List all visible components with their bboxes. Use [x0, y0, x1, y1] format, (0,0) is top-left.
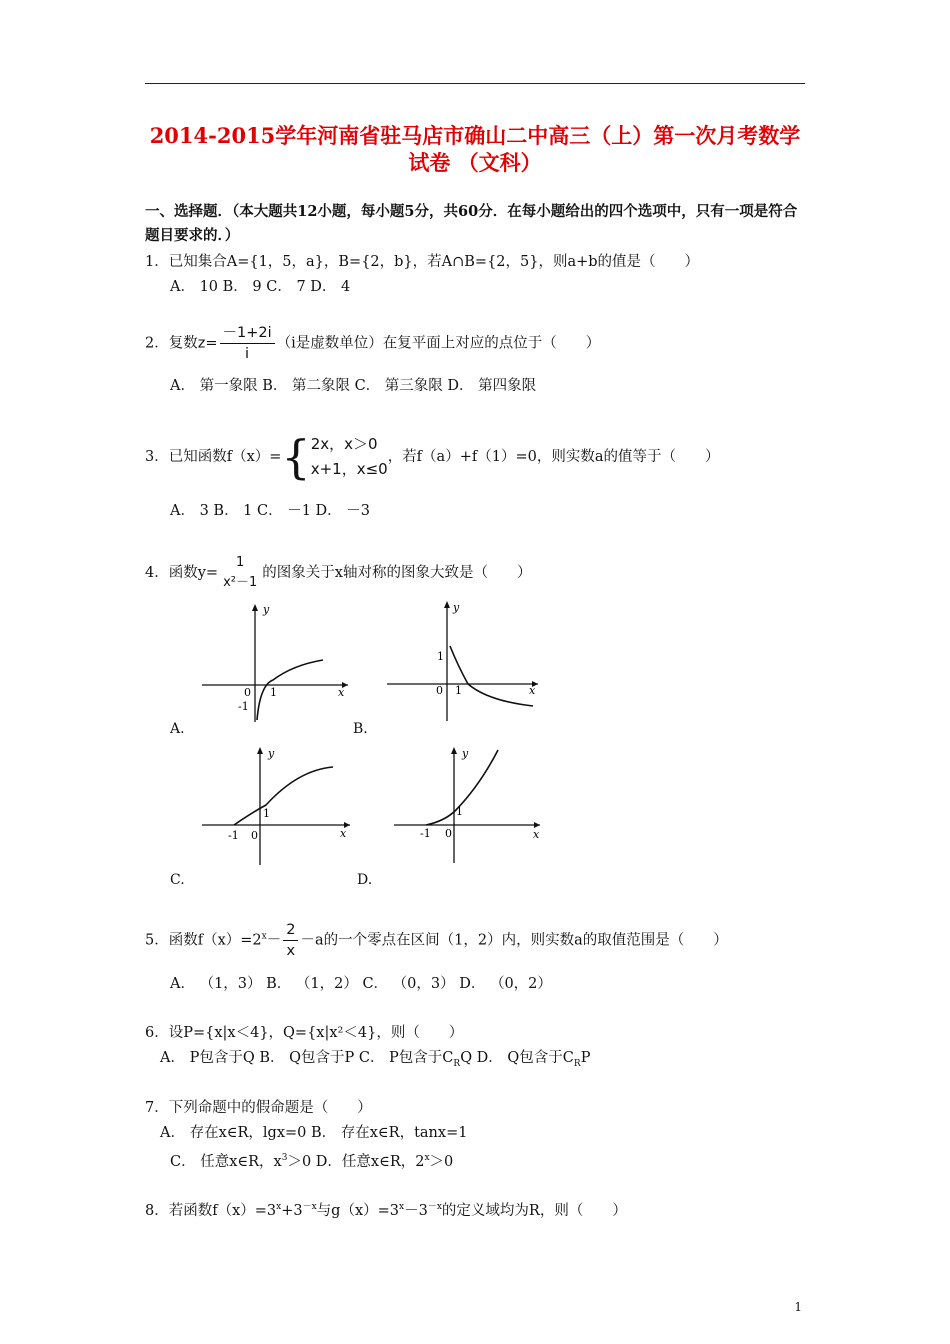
- graph-b: [383, 596, 543, 726]
- graph-b-curve: [450, 646, 533, 706]
- section-heading: 一、选择题．（本大题共12小题，每小题5分，共60分．在每小题给出的四个选项中，只有一项是符合题目要求的．）: [145, 203, 798, 244]
- graph-a-y-arrow: [252, 604, 258, 611]
- graph-d-y-label: y: [462, 747, 469, 760]
- q3-stem: [145, 432, 719, 482]
- q6-options-a: A． P包含于Q B． Q包含于P C． P包含于C: [160, 1050, 454, 1066]
- q4-suffix: 的图象关于x轴对称的图象大致是（ ）: [262, 565, 532, 581]
- q8-s1: x: [276, 1202, 282, 1212]
- q5-suffix: －a的一个零点在区间（1，2）内，则实数a的取值范围是（ ）: [300, 932, 728, 949]
- q8-b: +3: [281, 1202, 303, 1219]
- graph-b-label: B.: [353, 721, 368, 737]
- q8-a: 8．若函数f（x）=3: [145, 1202, 277, 1219]
- graph-c-x-label: x: [340, 827, 347, 840]
- graph-c-label: C.: [170, 872, 185, 888]
- q4-stem: [145, 553, 531, 593]
- q2-denominator: i: [245, 346, 250, 362]
- q3-options: A． 3 B． 1 C． －1 D． －3: [170, 503, 371, 519]
- q3-case-2: x+1，x≤0: [310, 460, 388, 478]
- graph-b-origin: 0: [436, 684, 443, 697]
- q8-e: 的定义域均为R，则（ ）: [441, 1202, 627, 1219]
- graph-d: [390, 745, 550, 870]
- q3-suffix: ，若f（a）+f（1）=0，则实数a的值等于（ ）: [387, 449, 720, 465]
- title-line-2: 试卷 （文科）: [408, 150, 542, 175]
- q7-options-1: A． 存在x∈R，lgx=0 B． 存在x∈R，tanx=1: [160, 1125, 468, 1141]
- q3-brace: {: [281, 430, 311, 484]
- q6-sub-1: R: [453, 1058, 461, 1069]
- graph-b-tick-1: 1: [455, 684, 462, 697]
- q8-s4: －x: [427, 1202, 442, 1212]
- q1-options: A． 10 B． 9 C． 7 D． 4: [170, 279, 351, 295]
- graph-d-origin: 0: [445, 827, 452, 840]
- q4-exp-num: 1: [236, 555, 245, 570]
- q2-prefix: 2．复数: [145, 335, 198, 352]
- q5-prefix: 5．函数f（x）=2: [145, 932, 262, 949]
- q8-stem: [145, 1197, 627, 1221]
- q5-fraction: [283, 920, 298, 961]
- q2-fraction: [220, 323, 275, 364]
- q2-suffix: （i是虚数单位）在复平面上对应的点位于（ ）: [276, 335, 601, 352]
- q8-s3: x: [399, 1202, 405, 1212]
- graph-a-curve: [257, 660, 323, 720]
- q5-stem: [145, 920, 728, 961]
- graph-b-y-label: y: [453, 601, 460, 614]
- graph-b-y-tick-1: 1: [437, 650, 444, 663]
- q1-stem: 1．已知集合A={1，5，a}，B={2，b}，若A∩B={2，5}，则a+b的值是（ ）: [145, 254, 700, 270]
- q6-options-b: Q D． Q包含于C: [460, 1050, 574, 1066]
- q5-sup: x: [261, 931, 267, 942]
- graph-c-origin: 0: [251, 829, 258, 842]
- q5-denominator: x: [286, 943, 296, 959]
- graph-d-y-arrow: [451, 747, 457, 754]
- q7-opt-end: ＞0: [429, 1153, 454, 1170]
- graph-a-tick-1: 1: [270, 686, 277, 699]
- document-title: [140, 122, 810, 176]
- q4-fraction: [220, 553, 260, 593]
- q7-sup-2: x: [424, 1153, 430, 1163]
- graph-a-origin: 0: [244, 686, 251, 699]
- q6-sub-2: R: [573, 1058, 581, 1069]
- q5-numerator: 2: [283, 920, 298, 941]
- q8-s2: －x: [302, 1202, 317, 1212]
- q2-z: z=: [197, 335, 218, 352]
- q8-c: 与g（x）=3: [316, 1202, 400, 1219]
- q7-stem: 7．下列命题中的假命题是（ ）: [145, 1100, 372, 1116]
- q2-numerator: －1+2i: [220, 323, 275, 344]
- q2-stem: [145, 323, 600, 364]
- q3-prefix: 3．已知函数f（x）=: [145, 449, 282, 465]
- q8-d: －3: [404, 1202, 428, 1219]
- header-rule: [145, 83, 805, 84]
- graph-a-x-label: x: [338, 686, 345, 699]
- q5-options: A． （1，3） B． （1，2） C． （0，3） D． （0，2）: [170, 976, 552, 992]
- graph-c-y-label: y: [268, 747, 275, 760]
- q4-denominator: x²－1: [223, 575, 258, 590]
- graph-d-label: D.: [357, 872, 373, 888]
- title-line-1: 2014-2015学年河南省驻马店市确山二中高三（上）第一次月考数学: [149, 123, 801, 148]
- q6-options: [160, 1048, 590, 1074]
- q4-prefix: 4．函数y=: [145, 565, 219, 581]
- graph-c-curve: [234, 767, 333, 825]
- q3-piecewise: [281, 432, 387, 482]
- q7-opt-d: ＞0 D．任意x∈R，2: [287, 1153, 425, 1170]
- q7-options-2: [170, 1148, 453, 1172]
- q3-case-1: 2x，x＞0: [310, 435, 378, 453]
- graph-c-y-tick-1: 1: [263, 807, 270, 820]
- q6-options-c: P: [580, 1050, 591, 1066]
- graph-a-label: A.: [170, 721, 185, 737]
- graph-c-tick-m1: -1: [228, 829, 239, 842]
- q4-numerator: [220, 553, 260, 573]
- graph-b-x-label: x: [529, 684, 536, 697]
- graph-c: [198, 745, 358, 870]
- graph-a: [198, 600, 353, 730]
- graph-d-y-tick-1: 1: [456, 805, 463, 818]
- page-number: 1: [794, 1300, 802, 1314]
- q7-sup-1: 3: [281, 1153, 288, 1163]
- q6-stem: 6．设P={x|x＜4}，Q={x|x²＜4}，则（ ）: [145, 1025, 464, 1041]
- graph-b-y-arrow: [444, 601, 450, 608]
- graph-d-x-label: x: [533, 828, 540, 841]
- graph-c-y-arrow: [257, 747, 263, 754]
- graph-a-tick-m1: -1: [238, 700, 249, 713]
- graph-d-tick-m1: -1: [420, 827, 431, 840]
- graph-a-y-label: y: [263, 603, 270, 616]
- q5-minus: －: [266, 932, 282, 949]
- q2-options: A． 第一象限 B． 第二象限 C． 第三象限 D． 第四象限: [170, 378, 537, 394]
- q7-opt-c: C． 任意x∈R，x: [170, 1153, 282, 1170]
